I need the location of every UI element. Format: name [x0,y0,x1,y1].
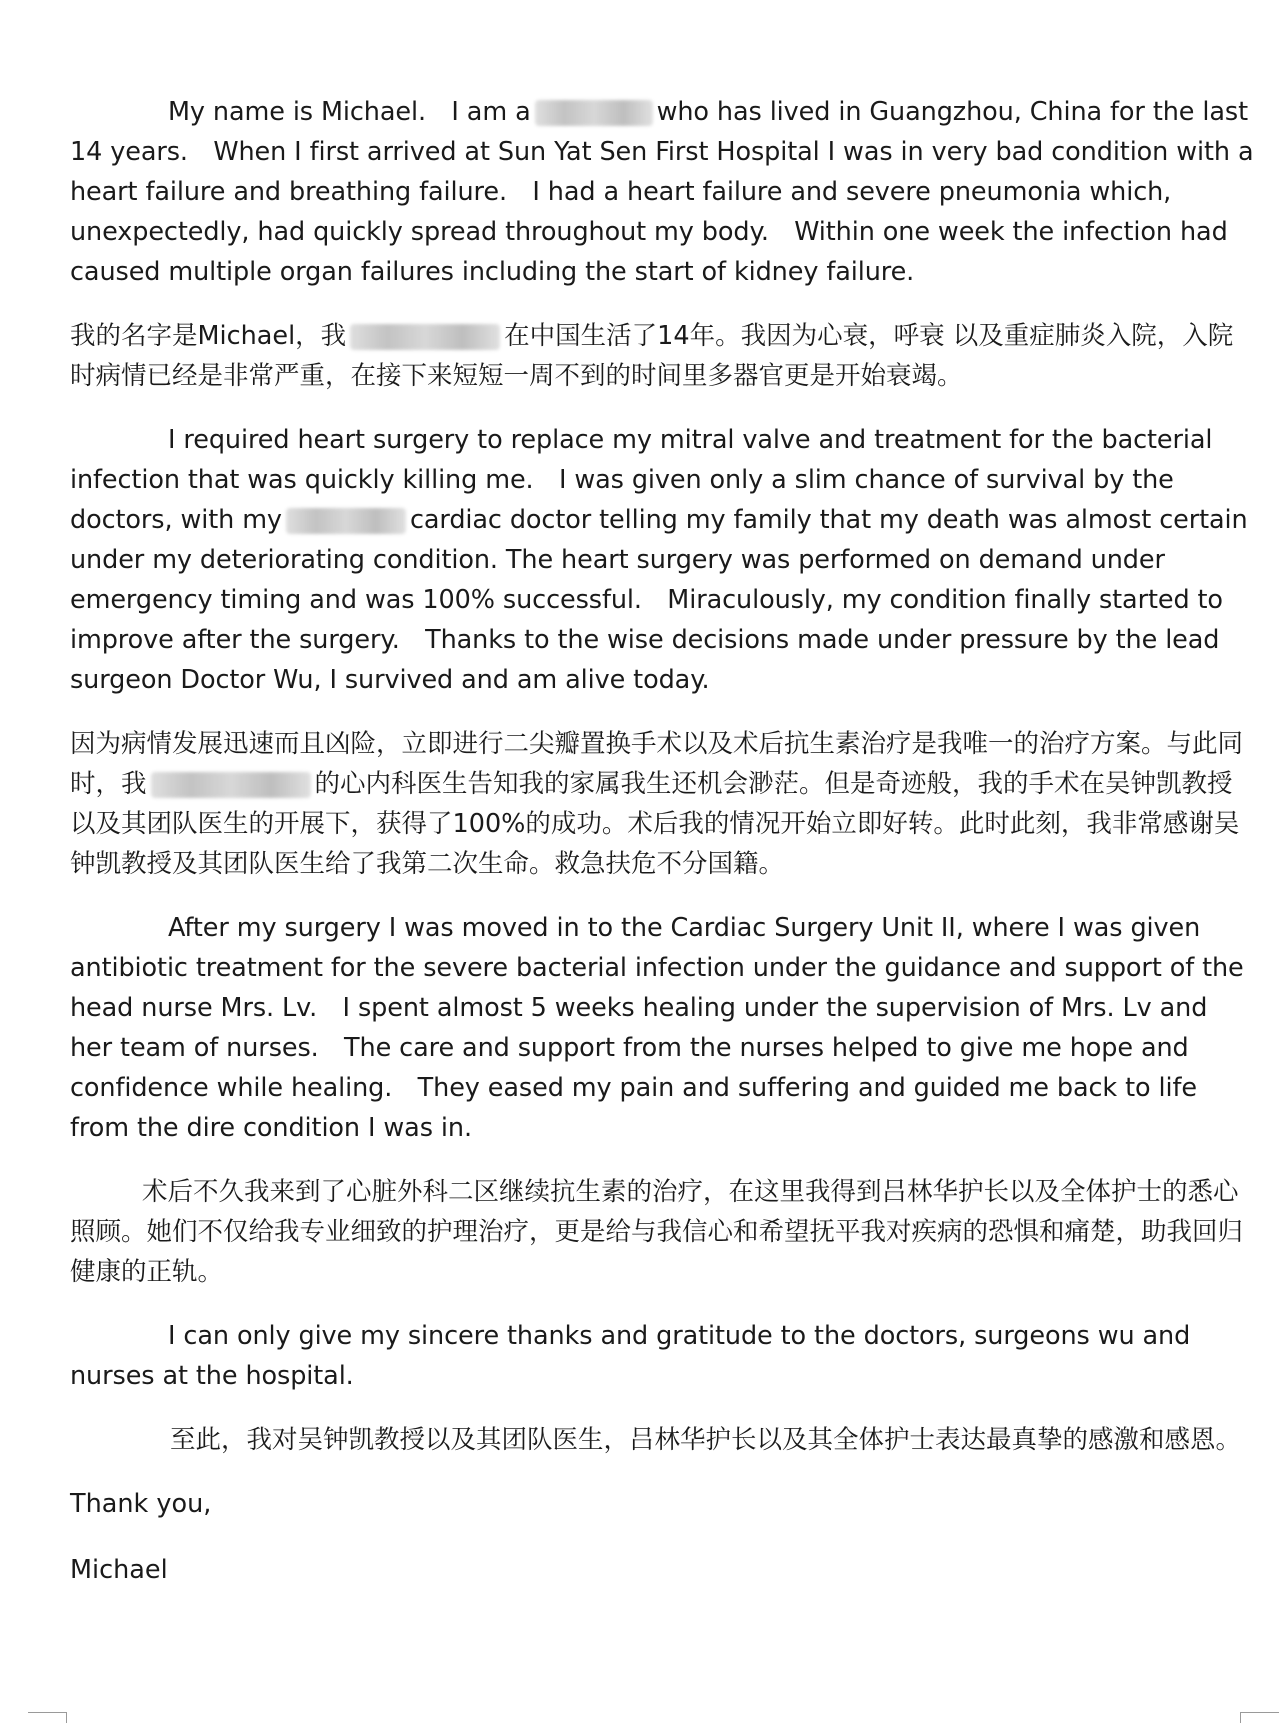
surgery-chinese-part1: 因为病情发展迅速而且凶险，立即进行二尖瓣置换手术以及术后抗生素治疗是我唯一的治疗方案。与此同时，我 [70,729,1244,799]
surgery-english-part1: I required heart surgery to replace my mitral valve and treatment for the bacterial infection that was quickly killing me. I was given only a slim chance of survival by the doctors, with my [70,425,1213,535]
page-corner-marker-right [1240,1712,1279,1723]
paragraph-surgery-english [70,420,1255,700]
redacted-nationality [535,100,653,126]
intro-chinese-part1: 我的名字是Michael，我 [70,321,347,351]
page-corner-marker-left [28,1712,67,1723]
redacted-nationality [151,772,311,798]
paragraph-thanks-english: I can only give my sincere thanks and gratitude to the doctors, surgeons wu and nurses at the hospital. [70,1321,1191,1391]
intro-english-part2: who has lived in Guangzhou, China for the last 14 years. When I first arrived at Sun Yat Sen First Hospital I was in very bad condition with a heart failure and breathing failure. I had a heart failure and severe pneumonia which, unexpectedly, had quickly spread throughout my body. Within one week the infection had caused multiple organ failures including the start of kidney failure. [70,97,1254,287]
intro-english-part1: My name is Michael. I am a [168,97,531,127]
paragraph-intro-english [70,92,1255,292]
paragraph-nursing-english: After my surgery I was moved in to the Cardiac Surgery Unit II, where I was given antibiotic treatment for the severe bacterial infection under the guidance and support of the head nurse Mrs. Lv. I spent almost 5 weeks healing under the supervision of Mrs. Lv and her team of nurses. The care and support from the nurses helped to give me hope and confidence while healing. They eased my pain and suffering and guided me back to life from the dire condition I was in. [70,913,1244,1143]
letter-body [70,92,1255,1616]
paragraph-intro-chinese [70,316,1255,396]
closing-thanks: Thank you, [70,1489,212,1519]
surgery-english-part2: cardiac doctor telling my family that my death was almost certain under my deteriorating condition. The heart surgery was performed on demand under emergency timing and was 100% successful. Miraculously, my condition finally started to improve after the surgery. Thanks to the wise decisions made under pressure by the lead surgeon Doctor Wu, I survived and am alive today. [70,505,1248,695]
signature: Michael [70,1555,168,1585]
redacted-nationality [350,324,500,350]
intro-chinese-part2: 在中国生活了14年。我因为心衰，呼衰 以及重症肺炎入院，入院时病情已经是非常严重，在接下来短短一周不到的时间里多器官更是开始衰竭。 [70,321,1234,391]
redacted-nationality [286,508,406,534]
surgery-chinese-part2: 的心内科医生告知我的家属我生还机会渺茫。但是奇迹般，我的手术在吴钟凯教授以及其团队医生的开展下，获得了100%的成功。术后我的情况开始立即好转。此时此刻，我非常感谢吴钟凯教授及其团队医生给了我第二次生命。救急扶危不分国籍。 [70,769,1240,879]
paragraph-surgery-chinese [70,724,1255,884]
paragraph-nursing-chinese: 术后不久我来到了心脏外科二区继续抗生素的治疗，在这里我得到吕林华护长以及全体护士的悉心照顾。她们不仅给我专业细致的护理治疗，更是给与我信心和希望抚平我对疾病的恐惧和痛楚，助我回归健康的正轨。 [70,1177,1244,1287]
paragraph-thanks-chinese: 至此，我对吴钟凯教授以及其团队医生，吕林华护长以及其全体护士表达最真挚的感激和感恩。 [170,1425,1242,1455]
